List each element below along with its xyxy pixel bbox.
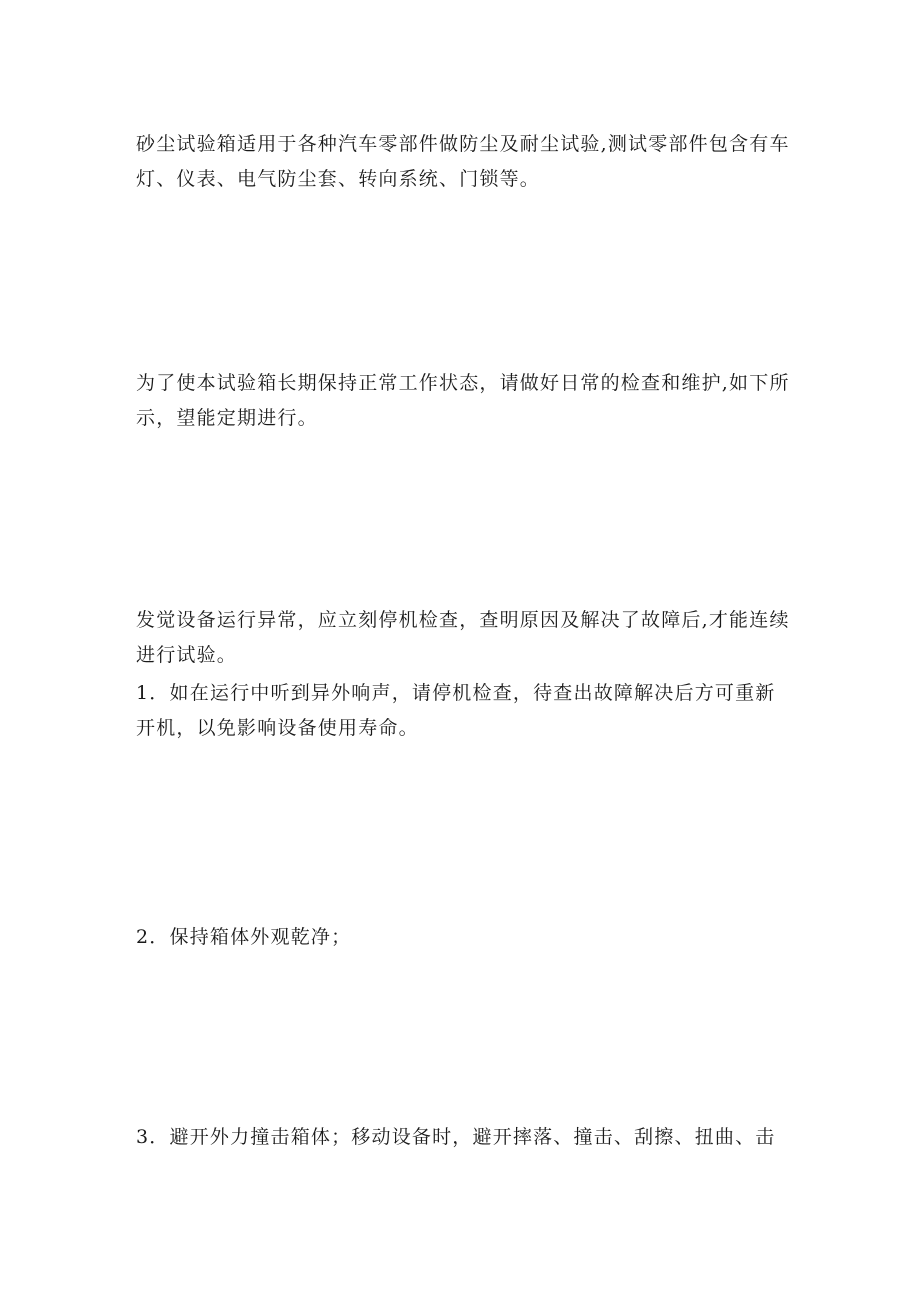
text-line: 示，望能定期进行。 — [136, 407, 318, 429]
paragraph-abnormal — [136, 603, 796, 673]
list-item-1 — [136, 676, 796, 746]
paragraph-maintenance — [136, 366, 796, 436]
text-line: 为了使本试验箱长期保持正常工作状态，请做好日常的检查和维护,如下所 — [136, 372, 790, 394]
text-line: 发觉设备运行异常，应立刻停机检查，查明原因及解决了故障后,才能连续 — [136, 609, 790, 631]
list-item-3 — [136, 1120, 796, 1155]
text-line: 开机，以免影响设备使用寿命。 — [136, 717, 419, 739]
text-line: 2．保持箱体外观乾净； — [136, 926, 352, 948]
text-line: 灯、仪表、电气防尘套、转向系统、门锁等。 — [136, 168, 541, 190]
text-line: 3．避开外力撞击箱体；移动设备时，避开摔落、撞击、刮擦、扭曲、击 — [136, 1126, 776, 1148]
text-line: 砂尘试验箱适用于各种汽车零部件做防尘及耐尘试验,测试零部件包含有车 — [136, 133, 790, 155]
text-line: 1．如在运行中听到异外响声，请停机检查，待查出故障解决后方可重新 — [136, 682, 776, 704]
text-line: 进行试验。 — [136, 644, 238, 666]
paragraph-intro — [136, 127, 796, 197]
list-item-2 — [136, 920, 796, 955]
